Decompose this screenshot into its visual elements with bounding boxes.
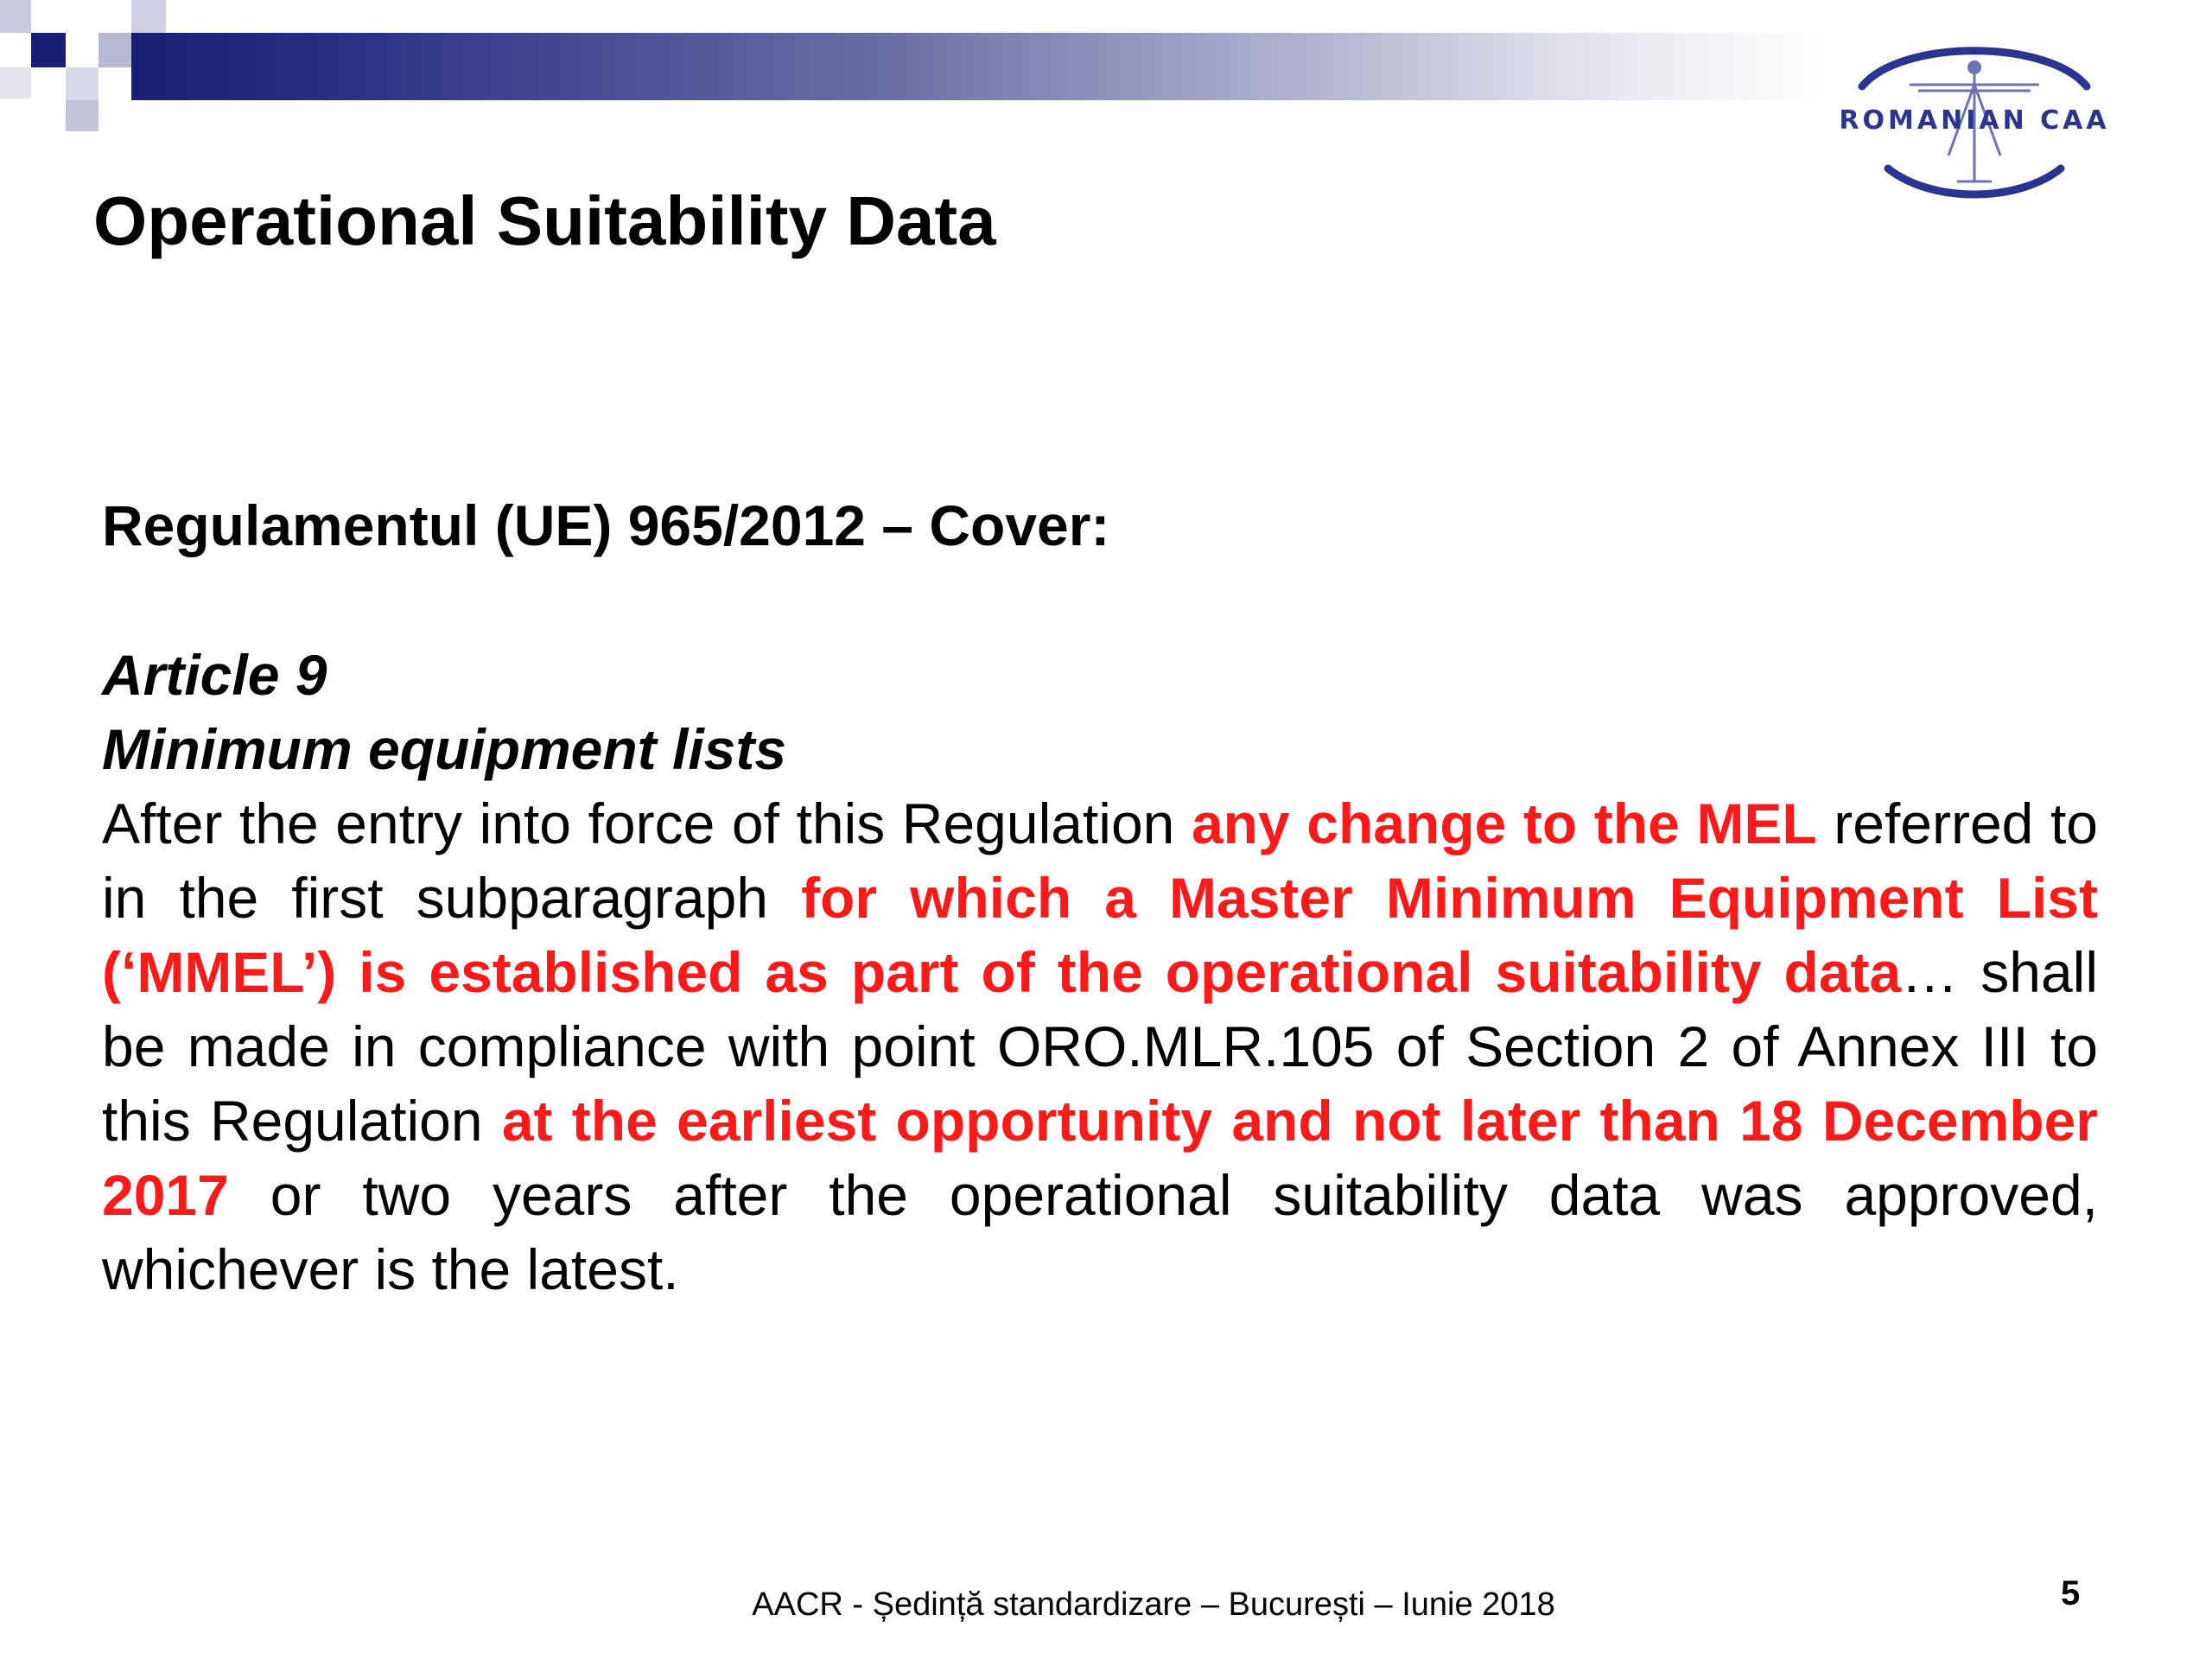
body-segment: After the entry into force of this Regulation <box>102 791 1192 855</box>
article-title: Minimum equipment lists <box>102 717 787 781</box>
highlighted-segment: any change to the MEL <box>1191 791 1817 855</box>
article-body <box>102 786 2098 1306</box>
decor-square <box>99 33 131 67</box>
footer <box>0 1586 2212 1624</box>
page-number: 5 <box>2061 1574 2081 1612</box>
body-segment: or two years after the operational suitability data was approved, whichever is the latest. <box>102 1163 2098 1301</box>
footer-text: AACR - Ședință standardizare – București – Iunie 2018 <box>752 1586 1555 1623</box>
body-segment: … shall be made in compliance with point ORO.MLR.105 of Section 2 of Annex III to this Regulation <box>102 940 2098 1153</box>
page-title: Operational Suitability Data <box>93 182 996 259</box>
article-number: Article 9 <box>102 643 327 707</box>
logo-text: ROMANIAN CAA <box>1839 105 2110 136</box>
highlighted-segment: at the earliest opportunity and not later than 18 December 2017 <box>102 1089 2098 1227</box>
decor-square <box>0 67 31 99</box>
decor-square <box>66 100 99 131</box>
decor-square <box>131 0 166 33</box>
decor-square <box>66 67 99 100</box>
decor-square <box>31 33 66 67</box>
body-segment: referred to in the first subparagraph <box>102 791 2098 930</box>
header-gradient-band <box>131 33 1825 100</box>
romanian-caa-logo <box>1819 26 2130 207</box>
highlighted-segment: for which a Master Minimum Equipment List (‘MMEL’) is established as part of the operational suitability data <box>102 866 2098 1004</box>
decor-square <box>0 0 31 33</box>
article-heading <box>102 638 786 786</box>
regulation-heading: Regulamentul (UE) 965/2012 – Cover: <box>102 493 1110 557</box>
